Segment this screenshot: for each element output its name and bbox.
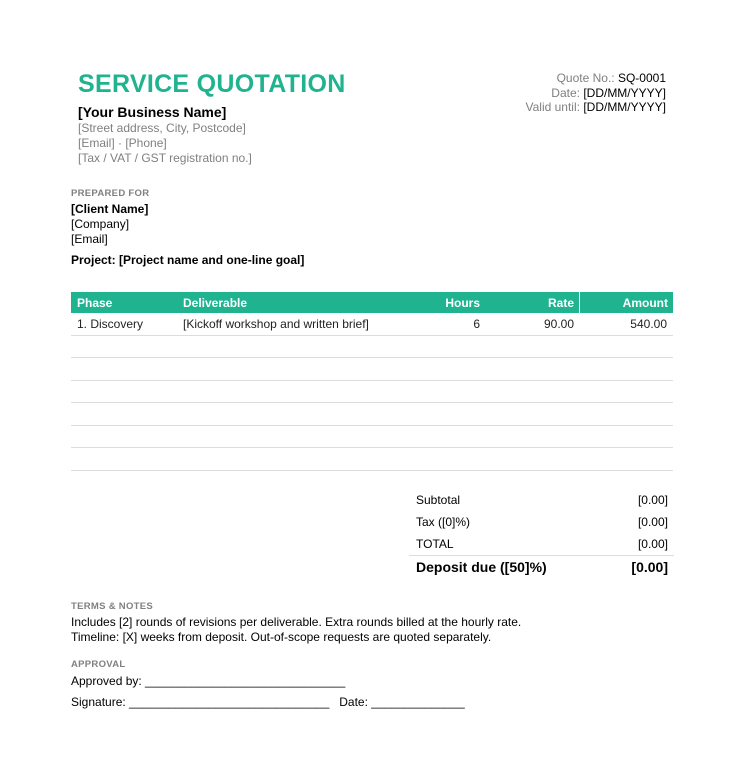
client-name: [Client Name]: [71, 202, 149, 216]
terms-label: TERMS & NOTES: [71, 601, 154, 612]
signature-date-line: Signature: ______________________________ Date: ______________: [71, 695, 465, 709]
cell-deliverable: [Kickoff workshop and written brief]: [183, 317, 369, 331]
subtotal-label: Subtotal: [416, 493, 461, 507]
row-divider: [71, 425, 673, 426]
header-divider: [579, 292, 580, 313]
cell-amount: 540.00: [630, 317, 667, 331]
quote-date-row: [525, 86, 666, 101]
quote-number-label: Quote No.:: [556, 71, 615, 85]
quote-number-value: SQ-0001: [617, 71, 666, 85]
valid-until-label: Valid until:: [525, 100, 580, 114]
business-tax-reg: [Tax / VAT / GST registration no.]: [78, 151, 252, 165]
project-line: Project: [Project name and one-line goal]: [71, 253, 305, 267]
table-header: [71, 292, 673, 313]
total-value: [0.00]: [637, 537, 668, 551]
quote-meta: [525, 71, 666, 115]
business-address: [Street address, City, Postcode]: [78, 121, 246, 135]
row-divider: [71, 335, 673, 336]
totals-divider: [409, 555, 674, 556]
quote-number-row: [525, 71, 666, 86]
total-label: TOTAL: [416, 537, 454, 551]
column-header-hours: Hours: [445, 296, 480, 310]
row-divider: [71, 470, 673, 471]
client-company: [Company]: [71, 217, 130, 231]
tax-value: [0.00]: [637, 515, 668, 529]
business-contact: [Email] · [Phone]: [78, 136, 167, 150]
column-header-phase: Phase: [77, 296, 113, 310]
column-header-rate: Rate: [547, 296, 574, 310]
quote-date-value: [DD/MM/YYYY]: [583, 85, 666, 100]
approved-by-line: Approved by: ______________________________: [71, 674, 346, 688]
deposit-label: Deposit due ([50]%): [416, 559, 547, 575]
row-divider: [71, 380, 673, 381]
approval-label: APPROVAL: [71, 659, 126, 670]
terms-line-revisions: Includes [2] rounds of revisions per deliverable. Extra rounds billed at the hourly rate.: [71, 615, 522, 629]
quote-date-label: Date:: [551, 85, 580, 100]
client-email: [Email]: [71, 232, 108, 246]
terms-line-timeline: Timeline: [X] weeks from deposit. Out-of-scope requests are quoted separately.: [71, 630, 492, 644]
column-header-deliverable: Deliverable: [183, 296, 248, 310]
deposit-value: [0.00]: [631, 559, 668, 575]
valid-until-value: [DD/MM/YYYY]: [583, 100, 666, 114]
subtotal-value: [0.00]: [637, 493, 668, 507]
row-divider: [71, 357, 673, 358]
row-divider: [71, 402, 673, 403]
document-title: SERVICE QUOTATION: [78, 70, 346, 98]
cell-rate: 90.00: [543, 317, 574, 331]
row-divider: [71, 447, 673, 448]
cell-phase: 1. Discovery: [77, 317, 144, 331]
business-name: [Your Business Name]: [78, 104, 227, 120]
valid-until-row: [525, 100, 666, 115]
prepared-for-label: PREPARED FOR: [71, 188, 150, 199]
cell-hours: 6: [473, 317, 480, 331]
column-header-amount: Amount: [622, 296, 668, 310]
tax-label: Tax ([0]%): [416, 515, 471, 529]
